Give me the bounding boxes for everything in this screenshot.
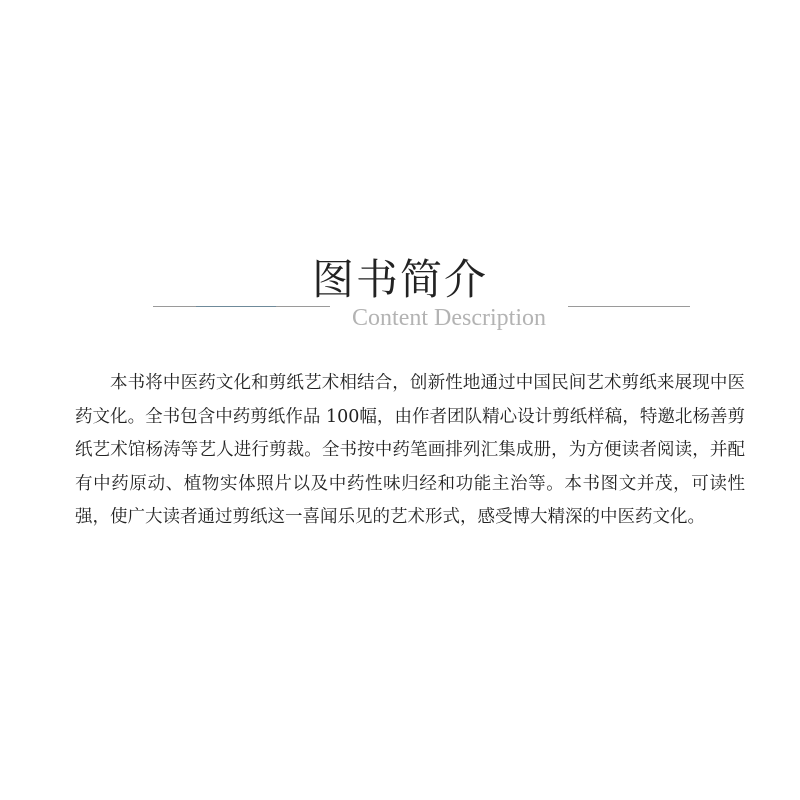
intro-paragraph: 本书将中医药文化和剪纸艺术相结合，创新性地通过中国民间艺术剪纸来展现中医药文化。全书包含中药剪纸作品 100幅，由作者团队精心设计剪纸样稿，特邀北杨善剪纸艺术馆杨涛等艺人进行剪裁。全书按中药笔画排列汇集成册，为方便读者阅读，并配有中药原动、植物实体照片以及中药性味归经和功能主治等。本书图文并茂，可读性强，使广大读者通过剪纸这一喜闻乐见的艺术形式，感受博大精深的中医药文化。: [75, 373, 745, 527]
section-header: [0, 0, 800, 340]
section-title: 图书简介: [311, 255, 488, 304]
section-subtitle: Content Description: [352, 305, 546, 331]
